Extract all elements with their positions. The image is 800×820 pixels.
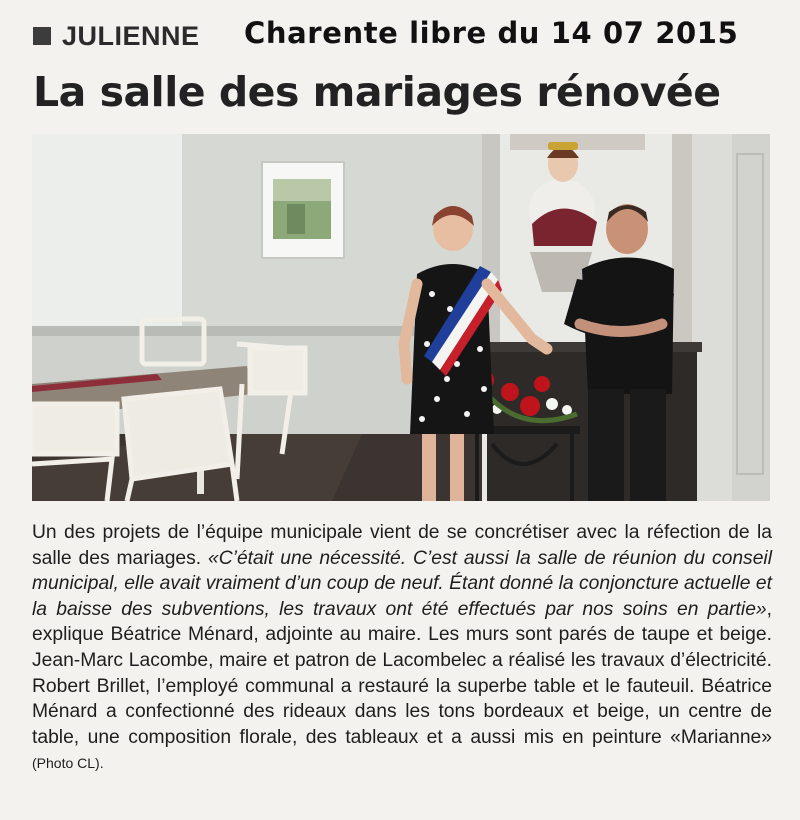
- newspaper-header: [0, 0, 800, 62]
- section-name: JULIENNE: [62, 21, 200, 51]
- source-caption: Charente libre du 14 07 2015: [244, 16, 739, 50]
- article-photo: [32, 134, 770, 501]
- article-quote: «C’était une nécessité. C’est aussi la salle de réunion du conseil municipal, elle avait vraiment d’un coup de neuf. Étant donné la conjoncture actuelle et la baisse des subventions, les travaux ont été effectués par nos soins en partie»: [32, 547, 772, 620]
- article-continuation: , explique Béatrice Ménard, adjointe au maire. Les murs sont parés de taupe et beige. Jean-Marc Lacombe, maire et patron de Lacombelec a réalisé les travaux d’électricité. Robert Brillet, l’employé communal a restauré la superbe table et le fauteuil. Béatrice Ménard a confectionné des rideaux dans les tons bordeaux et beige, un centre de table, une composition florale, des tableaux et a aussi mis en peinture «Marianne»: [32, 598, 772, 748]
- article-headline: La salle des mariages rénovée: [33, 68, 721, 116]
- article-body: [32, 520, 772, 777]
- photo-credit: (Photo CL).: [32, 755, 104, 772]
- section-marker-icon: [33, 27, 51, 45]
- article-intro: Un des projets de l’équipe municipale vient de se concrétiser avec la réfection de la salle des mariages.: [32, 522, 772, 569]
